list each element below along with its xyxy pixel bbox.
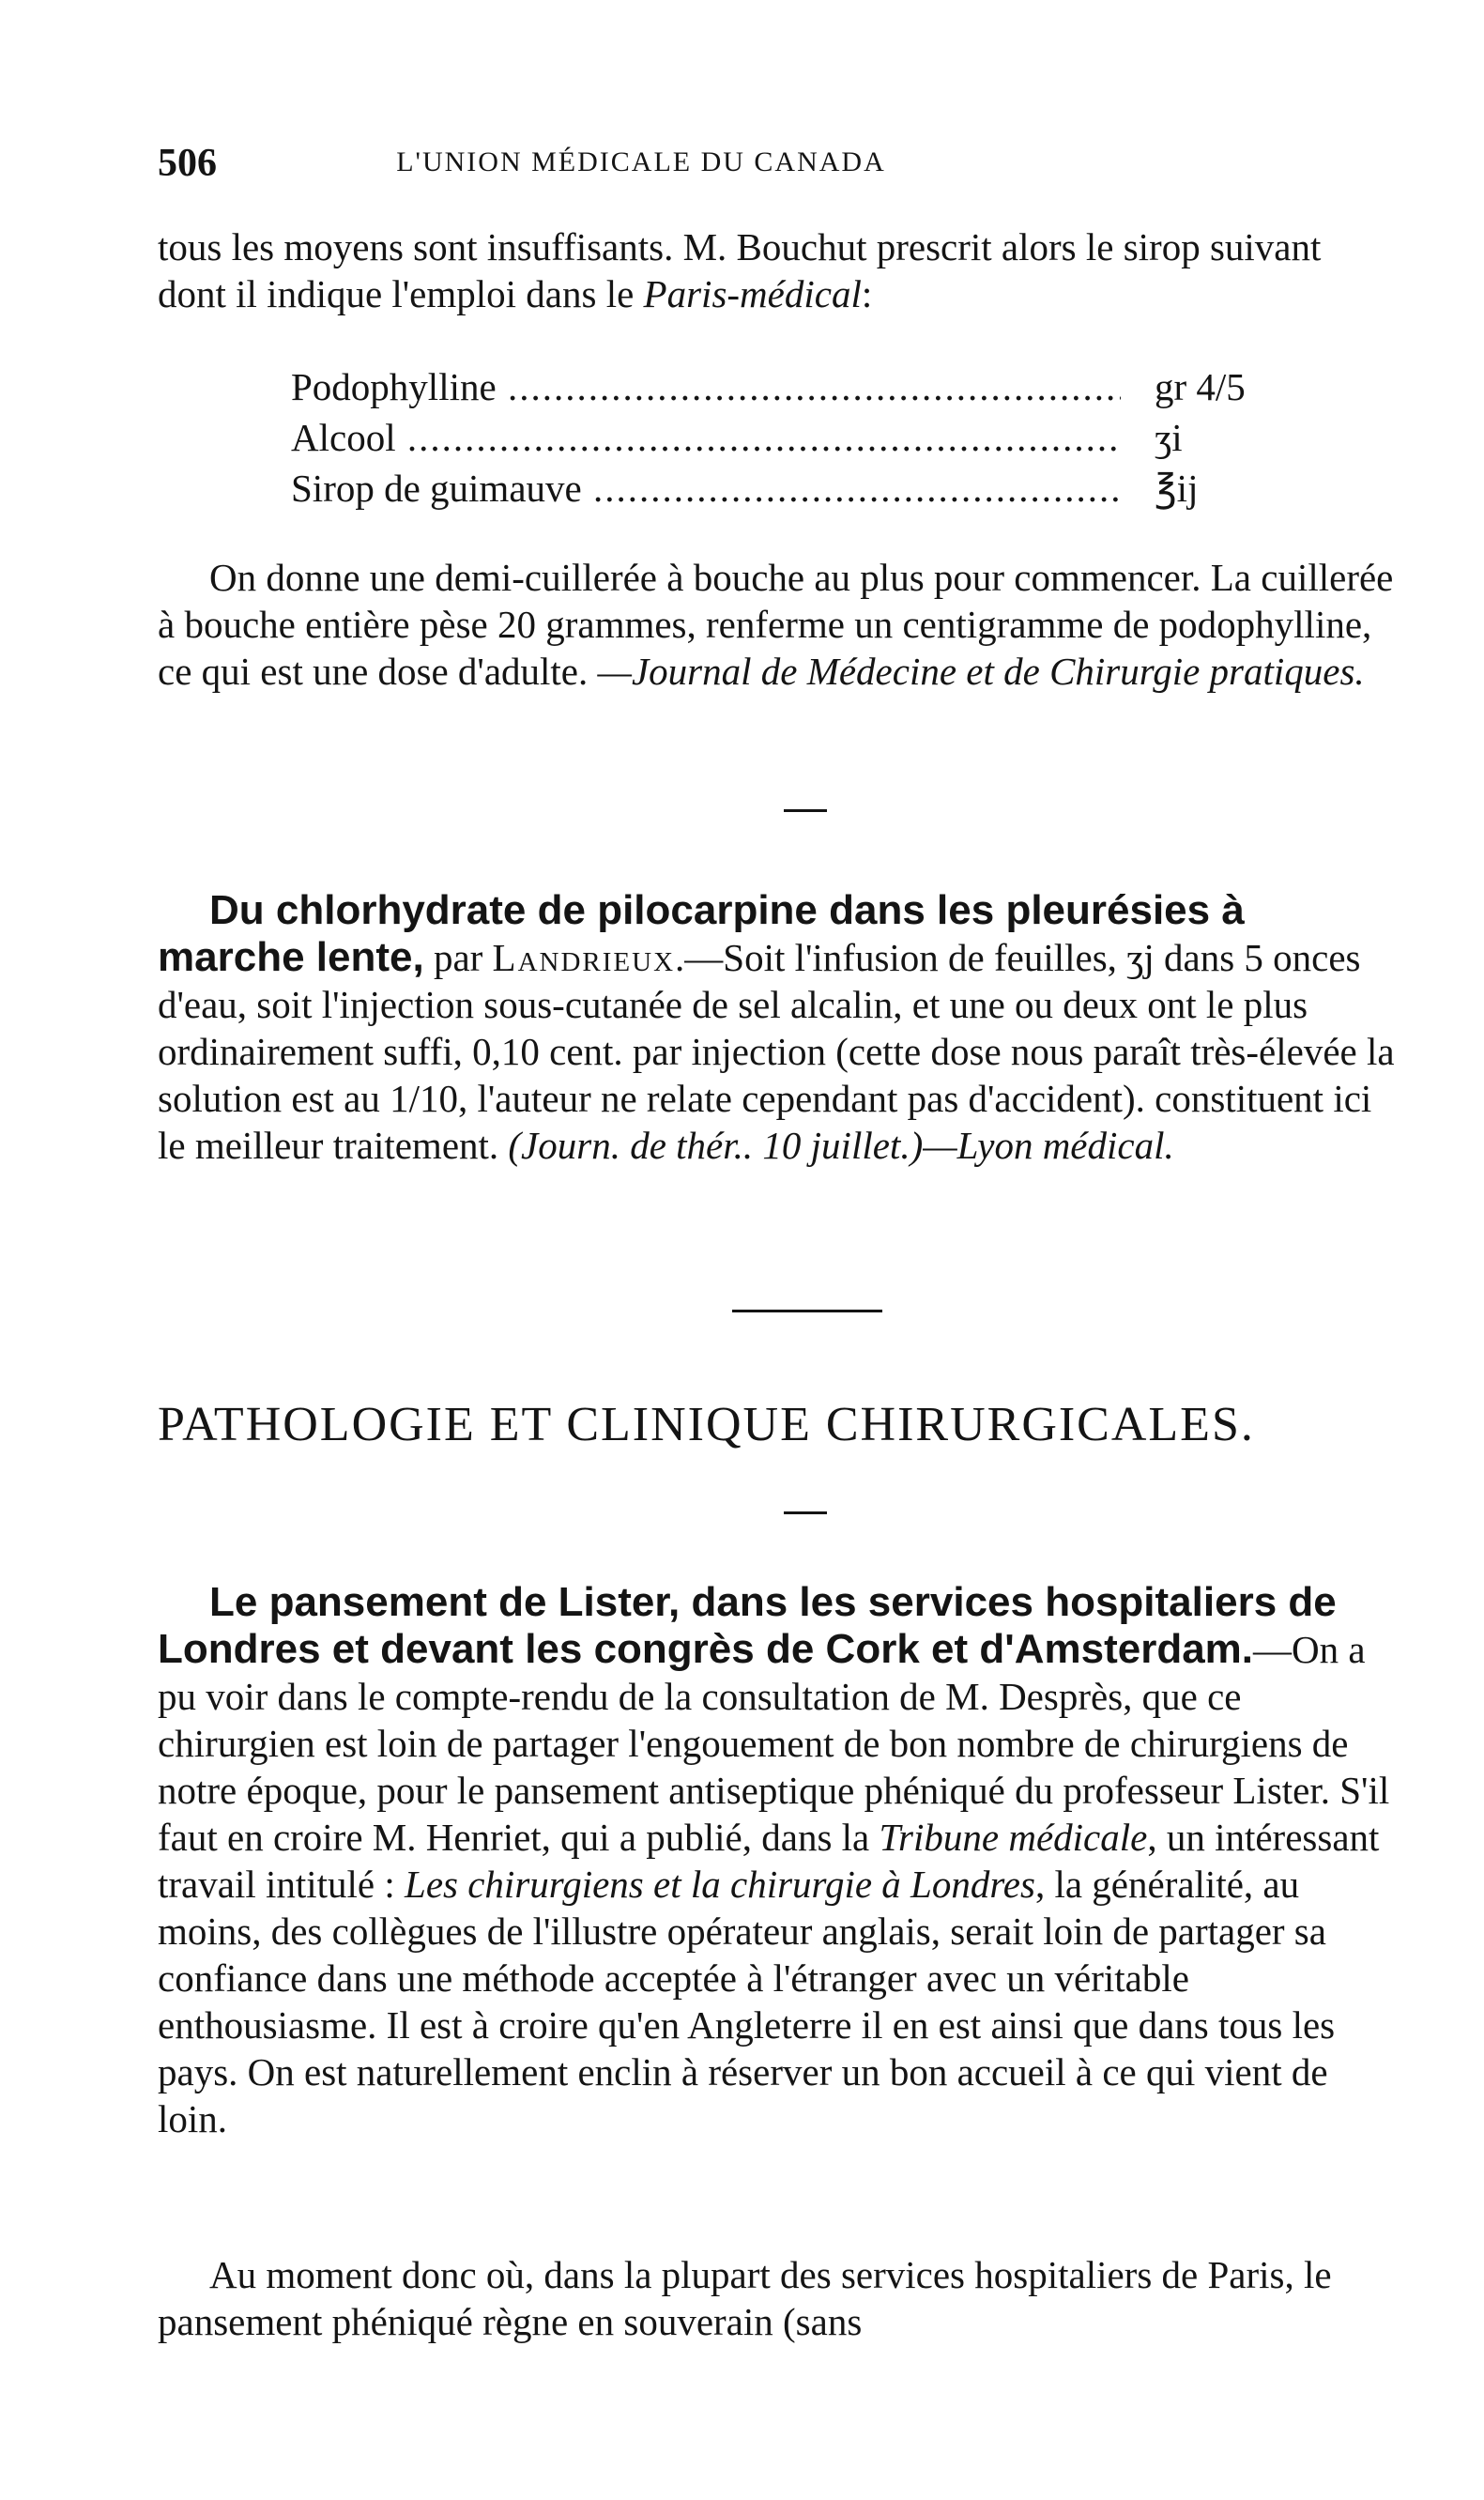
section-divider xyxy=(732,1310,882,1312)
ingredient-name: Alcool ..... xyxy=(291,412,1121,463)
ingredient-name: Podophylline ..... xyxy=(291,361,1121,412)
journal-title: Tribune médicale xyxy=(879,1816,1148,1859)
ingredient-quantity: ʒi xyxy=(1155,416,1183,459)
author-name: Landrieux xyxy=(492,936,676,979)
work-title: Les chirurgiens et la chirurgie à Londres xyxy=(405,1863,1035,1906)
source-citation: —Journal de Médecine et de Chirurgie pratiques. xyxy=(597,650,1365,693)
article-title: Du chlorhydrate de pilocarpine dans les pleurésies à marche lente, xyxy=(158,887,1245,980)
formula-row xyxy=(291,361,1267,412)
article-title: Le pansement de Lister, dans les services hospitaliers de Londres et devant les congrès de Cork et d'Amsterdam. xyxy=(158,1579,1337,1672)
intro-paragraph: tous les moyens sont insuffisants. M. Bouchut prescrit alors le sirop suivant dont il indique l'emploi dans le Paris-médical: xyxy=(158,225,1322,315)
source-citation: (Journ. de thér.. 10 juillet.)—Lyon médical. xyxy=(508,1124,1174,1167)
source-citation: Paris-médical xyxy=(643,272,862,315)
page-number: 506 xyxy=(158,142,217,185)
formula-list xyxy=(291,361,1267,514)
running-title: L'UNION MÉDICALE DU CANADA xyxy=(396,146,886,177)
ingredient-name: Sirop de guimauve ..... xyxy=(291,463,1121,514)
page-header xyxy=(158,141,1397,197)
section-heading: PATHOLOGIE ET CLINIQUE CHIRURGICALES. xyxy=(158,1398,1255,1451)
formula-row xyxy=(291,412,1267,463)
closing-paragraph: Au moment donc où, dans la plupart des services hospitaliers de Paris, le pansement phéniqué règne en souverain (sans xyxy=(158,2253,1332,2343)
ingredient-quantity: ℥ij xyxy=(1155,467,1199,510)
formula-row xyxy=(291,463,1267,514)
article-pilocarpine: Du chlorhydrate de pilocarpine dans les pleurésies à marche lente, par Landrieux.—Soit l'infusion de feuilles, ʒj dans 5 onces d'eau, soit l'injection sous-cutanée de sel alcalin, et une ou deux ont le plus ordinairement suffi, 0,10 cent. par injection (cette dose nous paraît très-élevée la solution est au 1/10, l'auteur ne relate cependant pas d'accident). constituent ici le meilleur traitement. (Journ. de thér.. 10 juillet.)—Lyon médical. xyxy=(158,887,1395,1167)
dosage-paragraph: On donne une demi-cuillerée à bouche au plus pour commencer. La cuillerée à bouche entière pèse 20 grammes, renferme un centigramme de podophylline, ce qui est une dose d'adulte. —Journal de Médecine et de Chirurgie pratiques. xyxy=(158,556,1394,693)
short-divider xyxy=(784,809,827,812)
article-lister: Le pansement de Lister, dans les services hospitaliers de Londres et devant les congrès de Cork et d'Amsterdam.—On a pu voir dans le compte-rendu de la consultation de M. Desprès, que ce chirurgien est loin de partager l'engouement de bon nombre de chirurgiens de notre époque, pour le pansement antiseptique phéniqué du professeur Lister. S'il faut en croire M. Henriet, qui a publié, dans la Tribune médicale, un intéressant travail intitulé : Les chirurgiens et la chirurgie à Londres, la généralité, au moins, des collègues de l'illustre opérateur anglais, serait loin de partager sa confiance dans une méthode acceptée à l'étranger avec un véritable enthousiasme. Il est à croire qu'en Angleterre il en est ainsi que dans tous les pays. On est naturellement enclin à réserver un bon accueil à ce qui vient de loin. xyxy=(158,1579,1390,2140)
ingredient-quantity: gr 4/5 xyxy=(1155,365,1246,408)
short-divider xyxy=(784,1511,827,1514)
